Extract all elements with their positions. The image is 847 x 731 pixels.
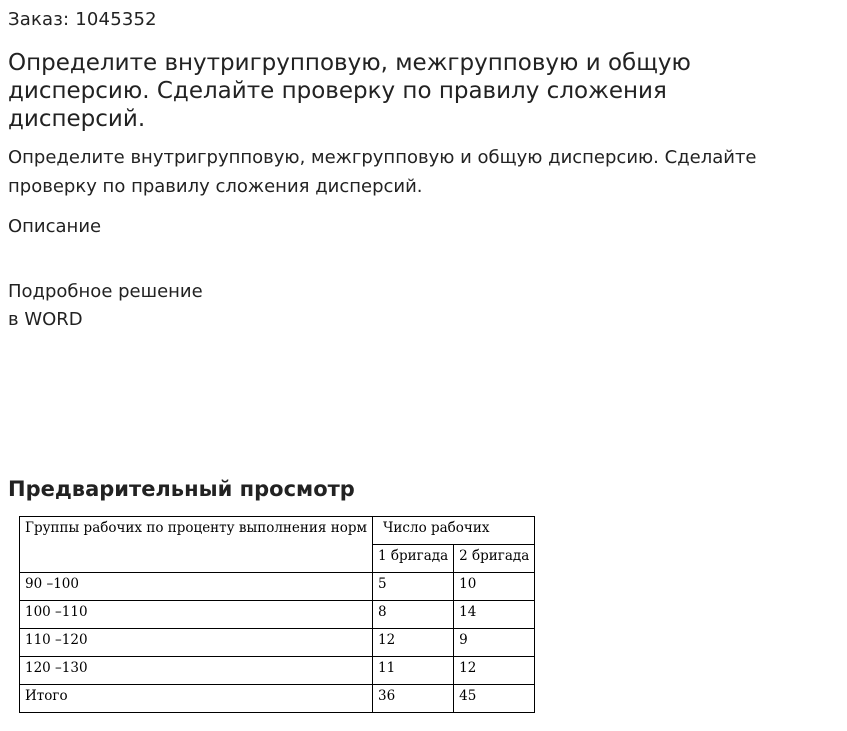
row-group: 120 –130 xyxy=(20,657,373,685)
order-id: 1045352 xyxy=(75,9,157,30)
row-brigade-1: 8 xyxy=(373,601,454,629)
page-title: Определите внутригрупповую, межгрупповую и общую дисперсию. Сделайте проверку по правилу сложения дисперсий. xyxy=(8,50,691,132)
row-group: 100 –110 xyxy=(20,601,373,629)
order-number xyxy=(8,9,157,31)
table-row xyxy=(20,629,535,657)
row-brigade-1: 5 xyxy=(373,573,454,601)
table-row xyxy=(20,573,535,601)
solution-line-2: в WORD xyxy=(8,309,83,330)
row-group: 110 –120 xyxy=(20,629,373,657)
row-brigade-1: 36 xyxy=(373,685,454,713)
header-worker-count: Число рабочих xyxy=(373,517,535,545)
row-brigade-1: 11 xyxy=(373,657,454,685)
table-header-row xyxy=(20,517,535,545)
table-row xyxy=(20,601,535,629)
task-description: Определите внутригрупповую, межгрупповую и общую дисперсию. Сделайте проверку по правилу сложения дисперсий. xyxy=(8,147,757,197)
header-brigade-2: 2 бригада xyxy=(454,545,535,573)
header-brigade-1: 1 бригада xyxy=(373,545,454,573)
row-brigade-2: 45 xyxy=(454,685,535,713)
row-brigade-1: 12 xyxy=(373,629,454,657)
row-brigade-2: 9 xyxy=(454,629,535,657)
row-brigade-2: 10 xyxy=(454,573,535,601)
table-total-row xyxy=(20,685,535,713)
solution-info xyxy=(8,278,203,334)
row-group: 90 –100 xyxy=(20,573,373,601)
row-group: Итого xyxy=(20,685,373,713)
row-brigade-2: 12 xyxy=(454,657,535,685)
header-groups: Группы рабочих по проценту выполнения норм xyxy=(20,517,373,573)
row-brigade-2: 14 xyxy=(454,601,535,629)
order-label: Заказ: xyxy=(8,9,70,30)
preview-table xyxy=(19,516,535,713)
solution-line-1: Подробное решение xyxy=(8,281,203,302)
table-row xyxy=(20,657,535,685)
preview-heading: Предварительный просмотр xyxy=(8,477,355,501)
description-heading: Описание xyxy=(8,216,102,237)
